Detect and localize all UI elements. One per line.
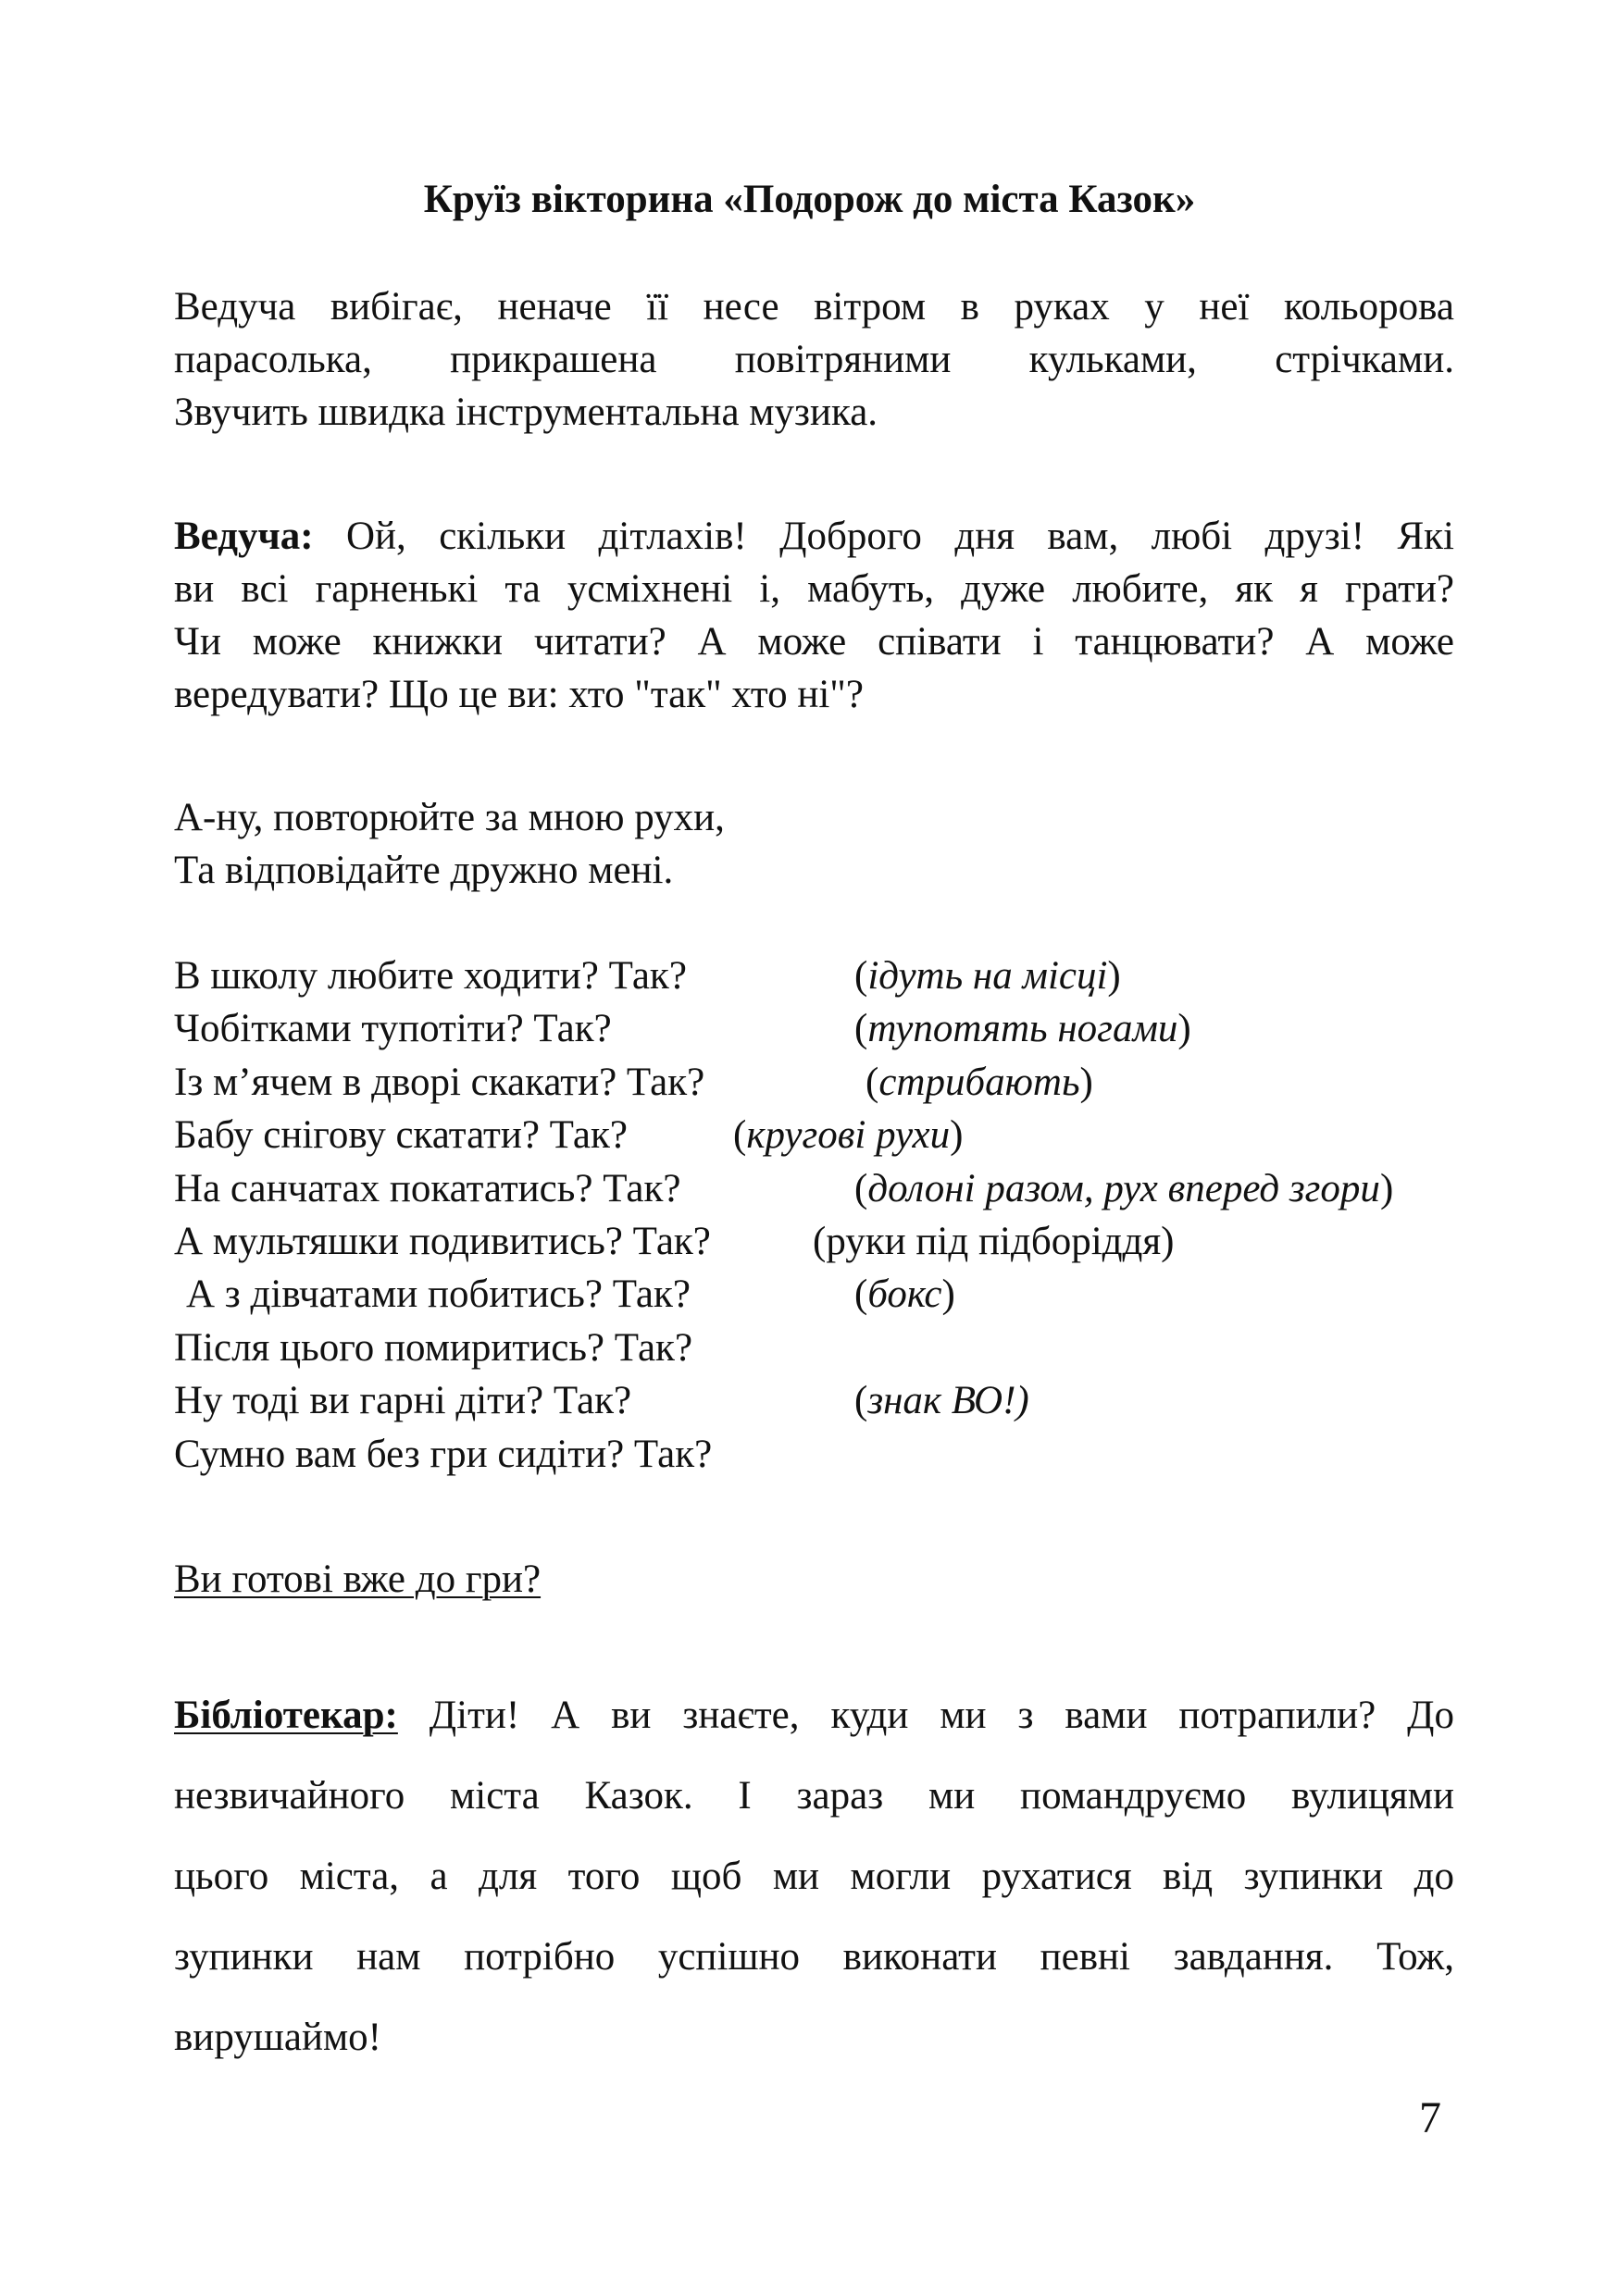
intro-line: Звучить швидка інструментальна музика. xyxy=(174,391,878,434)
librarian-line: зупинки нам потрібно успішно виконати певні завдання. Тож, xyxy=(174,1935,1454,1979)
quiz-question: Ну тоді ви гарні діти? Так? xyxy=(174,1379,632,1423)
quiz-row xyxy=(174,1322,1488,1374)
quiz-action: (долоні разом, рух вперед згори) xyxy=(854,1166,1394,1210)
host-speaker-label: Ведуча: xyxy=(174,515,314,558)
quiz-row xyxy=(174,1268,1488,1321)
quiz-action-text: долоні разом, рух вперед згори xyxy=(867,1166,1380,1210)
quiz-list xyxy=(174,949,1488,1481)
repeat-line: А-ну, повторюйте за мною рухи, xyxy=(174,796,725,839)
host-line: ви всі гарненькі та усміхнені і, мабуть, дуже любите, як я грати? xyxy=(174,567,1454,611)
intro-line: Ведуча вибігає, неначе її несе вітром в руках у неї кольорова xyxy=(174,285,1454,329)
host-line-first xyxy=(174,510,1454,563)
page-number: 7 xyxy=(1419,2093,1441,2142)
librarian-line: вирушаймо! xyxy=(174,2016,381,2059)
quiz-action-text: стрибають xyxy=(878,1060,1080,1104)
quiz-row xyxy=(174,1056,1488,1109)
quiz-question: А мультяшки подивитись? Так? xyxy=(174,1219,711,1263)
quiz-action-text: знак ВО!) xyxy=(867,1379,1029,1423)
quiz-question: Після цього помиритись? Так? xyxy=(174,1325,693,1370)
quiz-question: Бабу снігову скатати? Так? xyxy=(174,1113,628,1158)
quiz-row xyxy=(174,949,1488,1002)
repeat-instruction xyxy=(174,791,725,897)
host-line: вередувати? Що це ви: хто "так" хто ні"? xyxy=(174,673,864,716)
host-line-text: Ой, скільки дітлахів! Доброго дня вам, любі друзі! Які xyxy=(313,515,1454,558)
quiz-action-text: тупотять ногами xyxy=(867,1007,1178,1051)
librarian-line-text: Діти! А ви знаєте, куди ми з вами потрапили? До xyxy=(397,1694,1454,1737)
quiz-question: Із м’ячем в дворі скакати? Так? xyxy=(174,1060,705,1104)
quiz-action-text: кругові рухи xyxy=(746,1113,951,1158)
quiz-question: А з дівчатами побитись? Так? xyxy=(186,1272,691,1317)
quiz-question: На санчатах покататись? Так? xyxy=(174,1166,681,1210)
librarian-speech xyxy=(174,1675,1454,2078)
quiz-action: (кругові рухи) xyxy=(733,1113,964,1158)
ready-question: Ви готові вже до гри? xyxy=(174,1558,542,1601)
quiz-action: (знак ВО!) xyxy=(854,1379,1029,1423)
repeat-line: Та відповідайте дружно мені. xyxy=(174,849,674,892)
quiz-action-text: бокс xyxy=(867,1272,942,1317)
quiz-action-plain: (руки під підборіддя) xyxy=(813,1219,1175,1263)
librarian-speaker-label: Бібліотекар: xyxy=(174,1694,398,1737)
quiz-action: (бокс) xyxy=(854,1272,955,1317)
quiz-row xyxy=(174,1215,1488,1268)
librarian-line: незвичайного міста Казок. І зараз ми помандруємо вулицями xyxy=(174,1774,1454,1818)
host-speech xyxy=(174,510,1454,721)
intro-paragraph xyxy=(174,280,1454,439)
quiz-row xyxy=(174,1002,1488,1055)
quiz-action: (ідуть на місці) xyxy=(854,954,1121,998)
librarian-line-first xyxy=(174,1675,1454,1756)
host-line: Чи може книжки читати? А може співати і танцювати? А може xyxy=(174,620,1454,664)
document-title: Круїз вікторина «Подорож до міста Казок» xyxy=(423,178,1196,221)
quiz-row xyxy=(174,1109,1488,1161)
quiz-row xyxy=(174,1374,1488,1427)
quiz-row xyxy=(174,1162,1488,1215)
quiz-row xyxy=(174,1428,1488,1481)
quiz-action: (тупотять ногами) xyxy=(854,1007,1191,1051)
quiz-action: (стрибають) xyxy=(866,1060,1093,1104)
quiz-question: В школу любите ходити? Так? xyxy=(174,954,687,998)
quiz-question: Сумно вам без гри сидіти? Так? xyxy=(174,1432,713,1476)
quiz-question: Чобітками тупотіти? Так? xyxy=(174,1007,612,1051)
intro-line: парасолька, прикрашена повітряними кульками, стрічками. xyxy=(174,338,1454,381)
quiz-action-text: ідуть на місці xyxy=(867,954,1108,998)
librarian-line: цього міста, а для того щоб ми могли рухатися від зупинки до xyxy=(174,1855,1454,1898)
